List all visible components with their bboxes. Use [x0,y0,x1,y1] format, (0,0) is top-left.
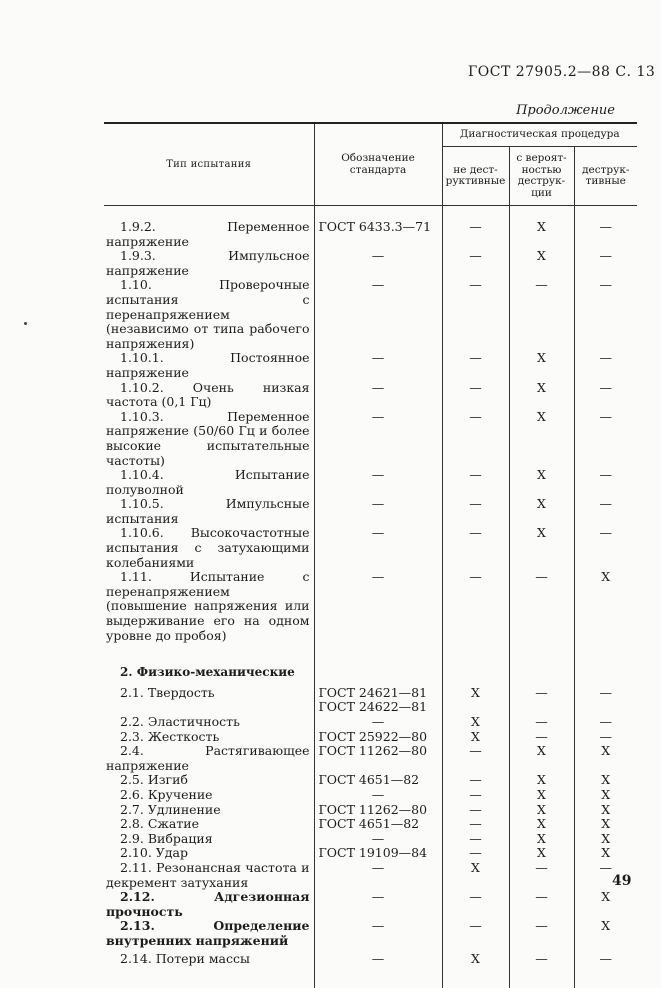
table-row [104,351,637,380]
cell-probably-destructive: X [509,744,574,773]
cell-destructive: X [601,743,611,759]
table-row [104,832,637,847]
cell-standard: — [314,832,442,847]
cell-destructive: X [601,889,611,905]
cell-probably-destructive: — [509,730,574,745]
page-header: ГОСТ 27905.2—88 С. 13 [468,64,656,80]
cell-probably-destructive: — [509,278,574,351]
cell-standard: — [314,468,442,497]
cell-test-type: 1.10.3. Переменное напряжение (50/60 Гц и более высокие испытательные частоты) [104,410,314,468]
cell-standard: — [314,278,442,351]
cell-destructive: X [601,569,611,585]
cell-standard: — [314,249,442,278]
cell-destructive: — [599,379,612,395]
cell-test-type: 2.11. Резонансная частота и декремент затухания [104,861,314,890]
cell-destructive: — [599,950,612,966]
cell-probably-destructive: X [509,526,574,570]
standard-line-2: ГОСТ 24622—81 [318,699,428,715]
cell-non-destructive: — [442,803,509,818]
section-row [104,665,637,680]
cell-destructive: — [599,277,612,293]
cell-destructive: — [599,728,612,744]
table-row [104,861,637,890]
cell-standard: — [314,890,442,919]
cell-non-destructive: — [442,919,509,948]
cell-non-destructive: — [442,381,509,410]
cell-test-type: 2.4. Растягивающее напряжение [104,744,314,773]
cell-non-destructive: — [442,817,509,832]
table-row [104,715,637,730]
table-spacer [104,966,637,988]
cell-non-destructive: — [442,788,509,803]
cell-test-type: 1.10.4. Испытание полуволной [104,468,314,497]
cell-non-destructive: — [442,570,509,643]
cell-standard [314,686,442,715]
cell-probably-destructive: X [509,773,574,788]
cell-test-type: 2.10. Удар [104,846,314,861]
cell-test-type: 2.3. Жесткость [104,730,314,745]
cell-probably-destructive: — [509,890,574,919]
cell-standard: — [314,381,442,410]
table-row [104,744,637,773]
cell-standard: — [314,715,442,730]
cell-probably-destructive: X [509,803,574,818]
cell-test-type: 1.9.2. Переменное напряжение [104,206,314,250]
cell-non-destructive: X [442,861,509,890]
table-row [104,803,637,818]
cell-standard: — [314,351,442,380]
page-number: 49 [612,873,632,889]
cell-probably-destructive: — [509,686,574,715]
cell-standard: — [314,919,442,948]
cell-standard: — [314,949,442,967]
cell-standard: — [314,570,442,643]
cell-test-type: 1.10. Проверочные испытания с перенапряжением (независимо от типа рабочего напряжения) [104,278,314,351]
cell-non-destructive: — [442,890,509,919]
cell-non-destructive: — [442,832,509,847]
scan-speck [24,322,27,325]
cell-destructive: X [601,816,611,832]
table-row [104,919,637,948]
cell-destructive: X [601,918,611,934]
cell-probably-destructive: X [509,206,574,250]
header-standard: Обозначение стандарта [314,123,442,206]
cell-destructive: — [599,684,612,700]
cell-destructive: — [599,248,612,264]
cell-non-destructive: — [442,278,509,351]
cell-non-destructive: — [442,410,509,468]
table-row [104,468,637,497]
cell-standard: — [314,788,442,803]
cell-destructive: X [601,801,611,817]
cell-destructive: — [599,525,612,541]
cell-probably-destructive: X [509,846,574,861]
cell-destructive: — [599,350,612,366]
cell-test-type: 2.5. Изгиб [104,773,314,788]
cell-probably-destructive: X [509,468,574,497]
table-row [104,686,637,715]
cell-destructive: — [599,467,612,483]
cell-test-type: 1.9.3. Импульсное напряжение [104,249,314,278]
cell-test-type: 1.10.6. Высокочастотные испытания с затухающими колебаниями [104,526,314,570]
cell-standard: ГОСТ 19109—84 [314,846,442,861]
cell-test-type: 2.13. Определение внутренних напряжений [104,919,314,948]
cell-test-type: 1.10.2. Очень низкая частота (0,1 Гц) [104,381,314,410]
cell-probably-destructive: — [509,861,574,890]
table-row [104,381,637,410]
cell-test-type: 2.9. Вибрация [104,832,314,847]
test-table [104,122,637,988]
table-row [104,526,637,570]
cell-non-destructive: — [442,249,509,278]
header-test-type: Тип испытания [104,123,314,206]
cell-probably-destructive: X [509,351,574,380]
cell-standard: — [314,861,442,890]
cell-non-destructive: — [442,206,509,250]
cell-standard: ГОСТ 11262—80 [314,803,442,818]
cell-destructive: X [601,772,611,788]
cell-non-destructive: — [442,744,509,773]
cell-test-type: 2.1. Твердость [104,686,314,715]
cell-standard: ГОСТ 4651—82 [314,817,442,832]
cell-destructive: — [599,714,612,729]
cell-test-type: 2.7. Удлинение [104,803,314,818]
cell-non-destructive: X [442,949,509,967]
continuation-label: Продолжение [516,103,615,118]
table-row [104,773,637,788]
cell-standard: ГОСТ 4651—82 [314,773,442,788]
cell-destructive: — [599,496,612,512]
test-table-container [104,122,637,988]
cell-non-destructive: — [442,526,509,570]
table-row [104,278,637,351]
cell-probably-destructive: X [509,788,574,803]
cell-test-type: 1.11. Испытание с перенапряжением (повышение напряжения или выдерживание его на одном уровне до пробоя) [104,570,314,643]
table-row [104,846,637,861]
cell-probably-destructive: — [509,570,574,643]
cell-standard: ГОСТ 6433.3—71 [314,206,442,250]
cell-probably-destructive: — [509,919,574,948]
cell-probably-destructive: — [509,949,574,967]
table-row [104,206,637,250]
header-destructive: деструк-тивные [574,147,637,206]
cell-non-destructive: X [442,715,509,730]
cell-non-destructive: X [442,686,509,715]
cell-non-destructive: — [442,497,509,526]
cell-destructive: — [599,219,612,234]
cell-destructive: — [599,408,612,424]
table-row [104,497,637,526]
cell-test-type: 1.10.1. Постоянное напряжение [104,351,314,380]
cell-destructive: X [601,845,611,861]
cell-standard: — [314,526,442,570]
cell-probably-destructive: X [509,832,574,847]
cell-probably-destructive: — [509,715,574,730]
cell-test-type: 1.10.5. Импульсные испытания [104,497,314,526]
cell-non-destructive: — [442,846,509,861]
cell-test-type: 2.12. Адгезионная прочность [104,890,314,919]
header-probably-destructive: с вероят-ностью деструк-ции [509,147,574,206]
cell-probably-destructive: X [509,381,574,410]
cell-non-destructive: — [442,773,509,788]
cell-non-destructive: — [442,351,509,380]
cell-test-type: 2.8. Сжатие [104,817,314,832]
table-row [104,890,637,919]
cell-destructive: X [601,830,611,846]
table-row [104,730,637,745]
cell-probably-destructive: X [509,410,574,468]
cell-standard: ГОСТ 25922—80 [314,730,442,745]
cell-non-destructive: — [442,468,509,497]
cell-test-type: 2.14. Потери массы [104,949,314,967]
cell-destructive: X [601,786,611,802]
table-spacer [104,643,637,665]
table-row [104,249,637,278]
cell-standard: ГОСТ 11262—80 [314,744,442,773]
cell-test-type: 2.2. Эластичность [104,715,314,730]
header-non-destructive: не дест-руктивные [442,147,509,206]
cell-test-type: 2.6. Кручение [104,788,314,803]
header-procedure: Диагностическая процедура [442,123,637,147]
table-row [104,817,637,832]
table-row [104,410,637,468]
cell-standard: — [314,410,442,468]
table-row [104,570,637,643]
cell-probably-destructive: X [509,497,574,526]
cell-non-destructive: X [442,730,509,745]
table-row [104,788,637,803]
standard-line-1: ГОСТ 24621—81 [318,684,428,700]
table-row [104,949,637,967]
cell-standard: — [314,497,442,526]
cell-destructive: — [599,859,612,875]
section-title: 2. Физико-механические [104,665,314,680]
cell-probably-destructive: X [509,817,574,832]
cell-probably-destructive: X [509,249,574,278]
